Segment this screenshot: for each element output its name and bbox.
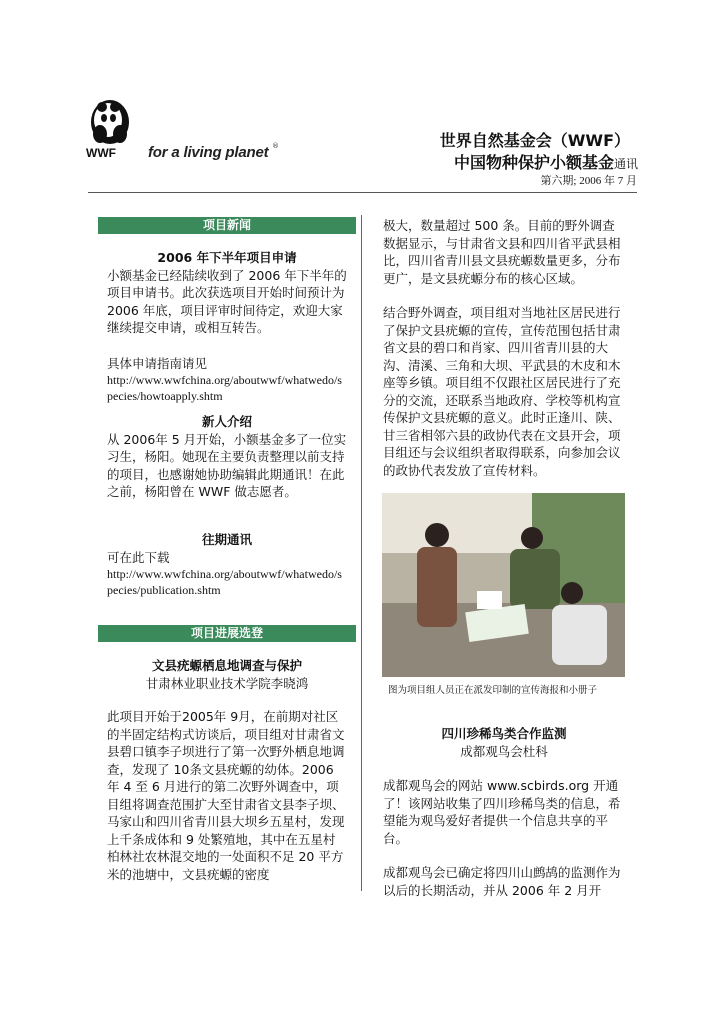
article-heading: 2006 年下半年项目申请 — [157, 250, 297, 265]
article-heading: 往期通讯 — [201, 532, 252, 547]
guide-text: 具体申请指南请见 — [107, 355, 208, 371]
article-body: 可在此下载 — [107, 549, 170, 565]
field-photo — [382, 493, 625, 677]
tagline: for a living planet — [148, 144, 269, 161]
article-author: 甘肃林业职业技术学院李晓鸿 — [145, 675, 309, 691]
article-body: 成都观鸟会的网站 www.scbirds.org 开通了！该网站收集了四川珍稀鸟类的信息，希望能为观鸟爱好者提供一个信息共享的平台。 — [383, 778, 621, 846]
article-body: 此项目开始于2005年 9月，在前期对社区的半固定结构式访谈后，项目组对甘肃省文县碧口镇李子坝进行了第一次野外栖息地调查，发现了 10条文县疣螈的幼体。2006 年 4 至 6 月进行的第二次野外调查中，项目组将调查范围扩大至甘肃省文县李子坝、马家山和四川省青川县大坝乡五星村，发现上千条成体和 9 处繁殖地，其中在五星村柏林社农林混交地的一处面积不足 20 平方米的池塘中，文县疣螈的密度 — [107, 709, 345, 882]
article-past-newsletters — [107, 531, 347, 598]
photo-caption: 图为项目组人员正在派发印制的宣传海报和小册子 — [388, 685, 598, 696]
newsletter-subtitle: 中国物种保护小额基金通讯 — [453, 153, 638, 172]
article-body: 小额基金已经陆续收到了 2006 年下半年的项目申请书。此次获选项目开始时间预计为 2006 年底，项目评审时间待定，欢迎大家继续提交申请，或相互转告。 — [107, 267, 347, 335]
article-heading: 文县疣螈栖息地调查与保护 — [151, 658, 302, 673]
article-body: 成都观鸟会已确定将四川山鹧鸪的监测作为以后的长期活动，并从 2006 年 2 月开 — [383, 865, 621, 898]
article-wenxian-newt — [107, 657, 347, 883]
section-bar-project-news: 项目新闻 — [98, 217, 356, 234]
article-new-intern — [107, 413, 347, 501]
article-heading: 四川珍稀鸟类合作监测 — [441, 726, 567, 741]
article-heading: 新人介绍 — [201, 414, 252, 429]
article-project-application — [107, 249, 347, 404]
wwf-wordmark: WWF — [86, 146, 116, 160]
section-bar-project-progress: 项目进展选登 — [98, 625, 356, 642]
application-link[interactable]: http://www.wwfchina.org/aboutwwf/whatwedo/species/howtoapply.shtm — [107, 373, 342, 403]
column-divider — [361, 215, 362, 891]
article-body: 极大，数量超过 500 条。目前的野外调查数据显示，与甘肃省文县和四川省平武县相比，四川省青川县文县疣螈数量更多，分布更广，是文县疣螈分布的核心区域。 — [383, 218, 621, 286]
article-continued — [383, 217, 625, 479]
article-body: 结合野外调查，项目组对当地社区居民进行了保护文县疣螈的宣传，宣传范围包括甘肃省文县的碧口和肖家、四川省青川县的大沟、清溪、三角和大坝、平武县的木皮和木座等乡镇。项目组不仅跟社区居民进行了充分的交流，还联系当地政府、学校等机构宣传保护文县疣螈的意义。此时正逢川、陕、甘三省相邻六县的政协代表在文县开会，项目组还与会议组织者取得联系，向参加会议的政协代表发放了宣传材料。 — [383, 305, 621, 478]
article-body: 从 2006年 5 月开始，小额基金多了一位实习生，杨阳。她现在主要负责整理以前支持的项目，也感谢她协助编辑此期通讯！在此之前，杨阳曾在 WWF 做志愿者。 — [107, 431, 347, 499]
newsletter-title: 世界自然基金会（WWF） — [439, 131, 630, 150]
publication-link[interactable]: http://www.wwfchina.org/aboutwwf/whatwedo/species/publication.shtm — [107, 567, 342, 597]
article-author: 成都观鸟会杜科 — [460, 743, 548, 759]
issue-date: 第六期; 2006 年 7 月 — [540, 175, 637, 187]
article-sichuan-birds — [383, 725, 625, 899]
header-divider — [88, 192, 637, 193]
trademark: ® — [272, 142, 279, 150]
